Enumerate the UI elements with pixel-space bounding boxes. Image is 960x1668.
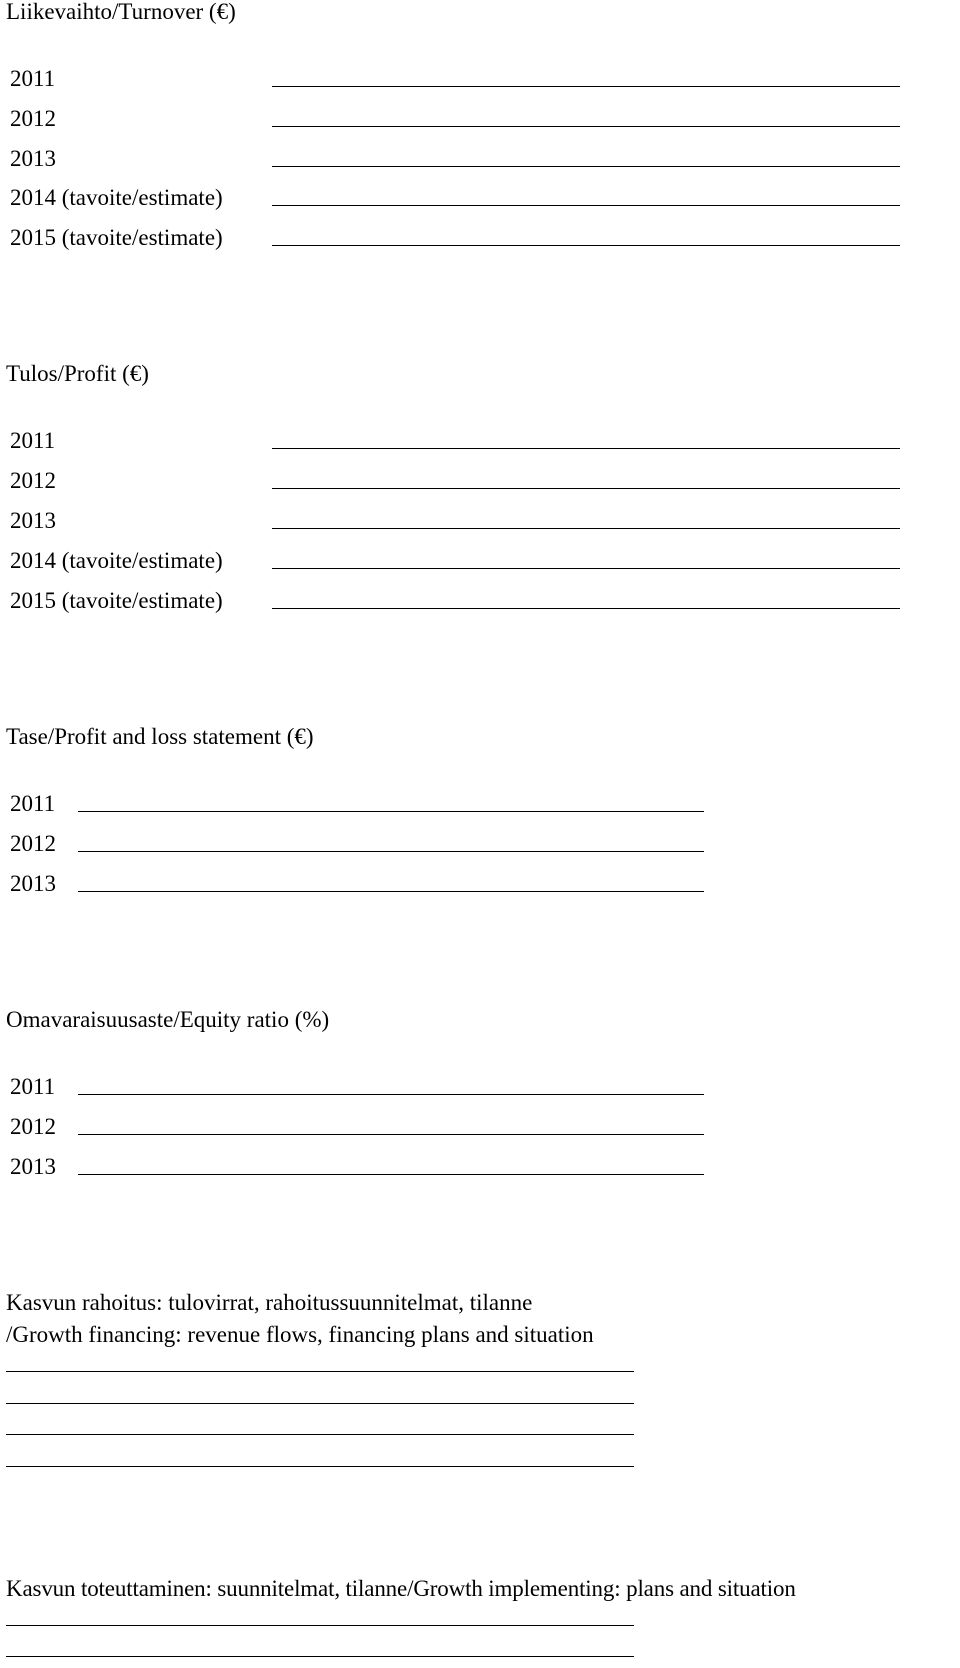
financing-title-line1: Kasvun rahoitus: tulovirrat, rahoitussuunnitelmat, tilanne xyxy=(6,1290,533,1315)
profit-row-label: 2013 xyxy=(10,508,56,533)
turnover-2011-blank[interactable] xyxy=(272,86,900,87)
turnover-2015-blank[interactable] xyxy=(272,245,900,246)
profit-title: Tulos/Profit (€) xyxy=(6,361,149,386)
equity-2013-blank[interactable] xyxy=(78,1174,704,1175)
financing-title-line2: /Growth financing: revenue flows, financing plans and situation xyxy=(6,1322,594,1347)
turnover-row-label: 2013 xyxy=(10,146,56,171)
balance-title: Tase/Profit and loss statement (€) xyxy=(6,724,314,749)
balance-2011-blank[interactable] xyxy=(78,811,704,812)
turnover-2013-blank[interactable] xyxy=(272,166,900,167)
balance-row-label: 2012 xyxy=(10,831,56,856)
profit-2014-blank[interactable] xyxy=(272,568,900,569)
turnover-2014-blank[interactable] xyxy=(272,205,900,206)
implementing-blank-line[interactable] xyxy=(6,1656,634,1657)
profit-2015-blank[interactable] xyxy=(272,608,900,609)
financing-blank-line[interactable] xyxy=(6,1403,634,1404)
profit-row-label: 2015 (tavoite/estimate) xyxy=(10,588,223,613)
implementing-title: Kasvun toteuttaminen: suunnitelmat, tilanne/Growth implementing: plans and situation xyxy=(6,1576,796,1601)
balance-row-label: 2013 xyxy=(10,871,56,896)
profit-row-label: 2012 xyxy=(10,468,56,493)
financing-blank-line[interactable] xyxy=(6,1434,634,1435)
equity-row-label: 2011 xyxy=(10,1074,56,1099)
profit-row-label: 2014 (tavoite/estimate) xyxy=(10,548,223,573)
financing-blank-line[interactable] xyxy=(6,1466,634,1467)
turnover-row-label: 2014 (tavoite/estimate) xyxy=(10,185,223,210)
profit-2011-blank[interactable] xyxy=(272,448,900,449)
equity-row-label: 2013 xyxy=(10,1154,56,1179)
equity-2012-blank[interactable] xyxy=(78,1134,704,1135)
profit-row-label: 2011 xyxy=(10,428,56,453)
implementing-blank-line[interactable] xyxy=(6,1625,634,1626)
turnover-title: Liikevaihto/Turnover (€) xyxy=(6,0,236,24)
equity-2011-blank[interactable] xyxy=(78,1094,704,1095)
profit-2013-blank[interactable] xyxy=(272,528,900,529)
financing-blank-line[interactable] xyxy=(6,1371,634,1372)
turnover-row-label: 2015 (tavoite/estimate) xyxy=(10,225,223,250)
balance-2013-blank[interactable] xyxy=(78,891,704,892)
turnover-2012-blank[interactable] xyxy=(272,126,900,127)
balance-row-label: 2011 xyxy=(10,791,56,816)
equity-row-label: 2012 xyxy=(10,1114,56,1139)
equity-title: Omavaraisuusaste/Equity ratio (%) xyxy=(6,1007,330,1032)
turnover-row-label: 2011 xyxy=(10,66,56,91)
balance-2012-blank[interactable] xyxy=(78,851,704,852)
profit-2012-blank[interactable] xyxy=(272,488,900,489)
turnover-row-label: 2012 xyxy=(10,106,56,131)
